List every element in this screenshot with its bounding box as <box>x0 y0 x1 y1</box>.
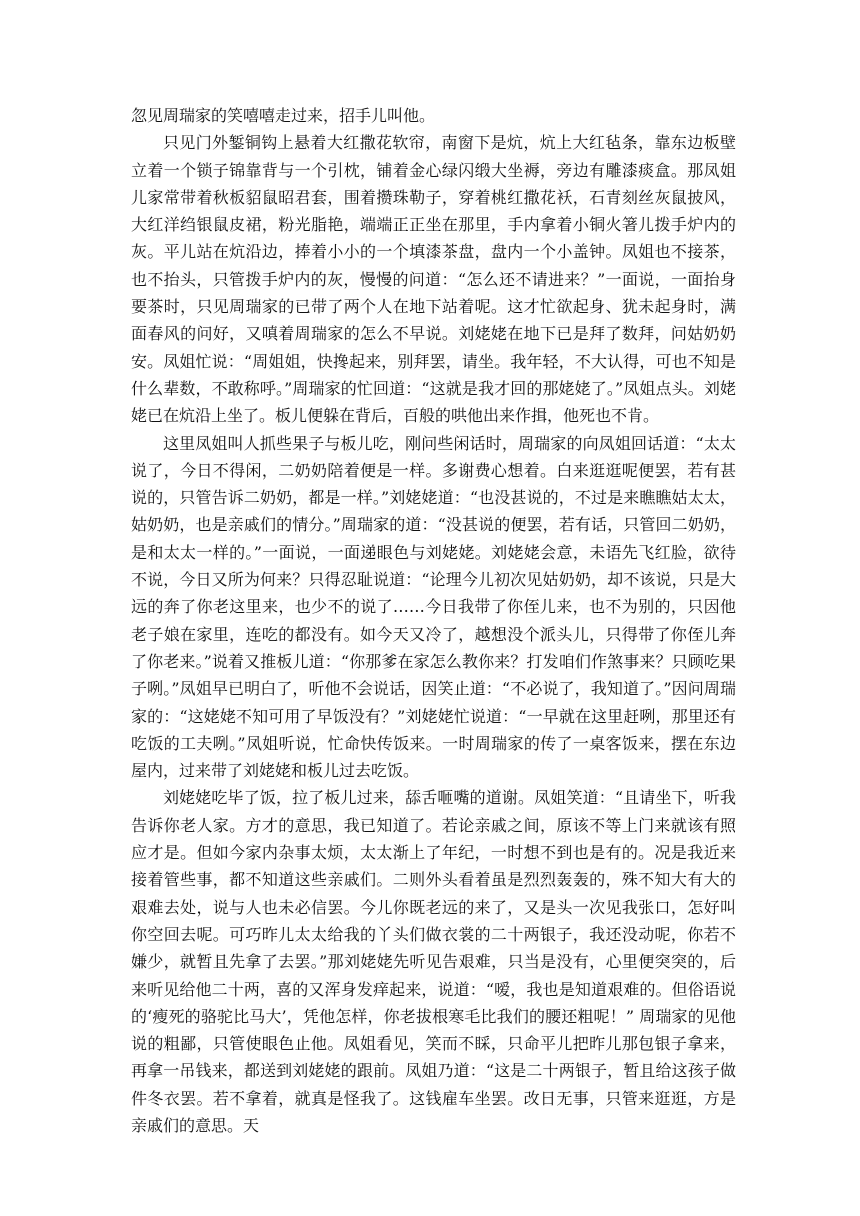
paragraph-2: 只见门外錾铜钩上悬着大红撒花软帘，南窗下是炕，炕上大红毡条，靠东边板壁立着一个锁子锦靠背与一个引枕，铺着金心绿闪缎大坐褥，旁边有雕漆痰盒。那凤姐儿家常带着秋板貂鼠昭君套，围着攒珠勒子，穿着桃红撒花袄，石青刻丝灰鼠披风，大红洋绉银鼠皮裙，粉光脂艳，端端正正坐在那里，手内拿着小铜火箸儿拨手炉内的灰。平儿站在炕沿边，捧着小小的一个填漆茶盘，盘内一个小盖钟。凤姐也不接茶，也不抬头，只管拨手炉内的灰，慢慢的问道：“怎么还不请进来？”一面说，一面抬身要茶时，只见周瑞家的已带了两个人在地下站着呢。这才忙欲起身、犹未起身时，满面春风的问好，又嗔着周瑞家的怎么不早说。刘姥姥在地下已是拜了数拜，问姑奶奶安。凤姐忙说：“周姐姐，快搀起来，别拜罢，请坐。我年轻，不大认得，可也不知是什么辈数，不敢称呼。”周瑞家的忙回道：“这就是我才回的那姥姥了。”凤姐点头。刘姥姥已在炕沿上坐了。板儿便躲在背后，百般的哄他出来作揖，他死也不肯。 <box>131 133 736 426</box>
paragraph-3: 这里凤姐叫人抓些果子与板儿吃，刚问些闲话时，周瑞家的向凤姐回话道：“太太说了，今日不得闲，二奶奶陪着便是一样。多谢费心想着。白来逛逛呢便罢，若有甚说的，只管告诉二奶奶，都是一样。”刘姥姥道：“也没甚说的，不过是来瞧瞧姑太太，姑奶奶，也是亲戚们的情分。”周瑞家的道：“没甚说的便罢，若有话，只管回二奶奶，是和太太一样的。”一面说，一面递眼色与刘姥姥。刘姥姥会意，未语先飞红脸，欲待不说，今日又所为何来？只得忍耻说道：“论理今儿初次见姑奶奶，却不该说，只是大远的奔了你老这里来，也少不的说了……今日我带了你侄儿来，也不为别的，只因他老子娘在家里，连吃的都没有。如今天又冷了，越想没个派头儿，只得带了你侄儿奔了你老来。”说着又推板儿道：“你那爹在家怎么教你来？打发咱们作煞事来？只顾吃果子咧。”凤姐早已明白了，听他不会说话，因笑止道：“不必说了，我知道了。”因问周瑞家的：“这姥姥不知可用了早饭没有？”刘姥姥忙说道：“一早就在这里赶咧，那里还有吃饭的工夫咧。”凤姐听说，忙命快传饭来。一时周瑞家的传了一桌客饭来，摆在东边屋内，过来带了刘姥姥和板儿过去吃饭。 <box>131 433 736 781</box>
paragraph-1: 忽见周瑞家的笑嘻嘻走过来，招手儿叫他。 <box>131 106 436 125</box>
document-page <box>131 102 736 1139</box>
paragraph-4: 刘姥姥吃毕了饭，拉了板儿过来，舔舌咂嘴的道谢。凤姐笑道：“且请坐下，听我告诉你老人家。方才的意思，我已知道了。若论亲戚之间，原该不等上门来就该有照应才是。但如今家内杂事太烦，太太渐上了年纪，一时想不到也是有的。况是我近来接着管些事，都不知道这些亲戚们。二则外头看着虽是烈烈轰轰的，殊不知大有大的艰难去处，说与人也未必信罢。今儿你既老远的来了，又是头一次见我张口，怎好叫你空回去呢。可巧昨儿太太给我的丫头们做衣裳的二十两银子，我还没动呢，你若不嫌少，就暂且先拿了去罢。”那刘姥姥先听见告艰难，只当是没有，心里便突突的，后来听见给他二十两，喜的又浑身发痒起来，说道：“嗳，我也是知道艰难的。但俗语说的‘瘦死的骆驼比马大’，凭他怎样，你老拔根寒毛比我们的腰还粗呢！” 周瑞家的见他说的粗鄙，只管使眼色止他。凤姐看见，笑而不睬，只命平儿把昨儿那包银子拿来，再拿一吊钱来，都送到刘姥姥的跟前。凤姐乃道：“这是二十两银子，暂且给这孩子做件冬衣罢。若不拿着，就真是怪我了。这钱雇车坐罢。改日无事，只管来逛逛，方是亲戚们的意思。天 <box>131 788 736 1135</box>
